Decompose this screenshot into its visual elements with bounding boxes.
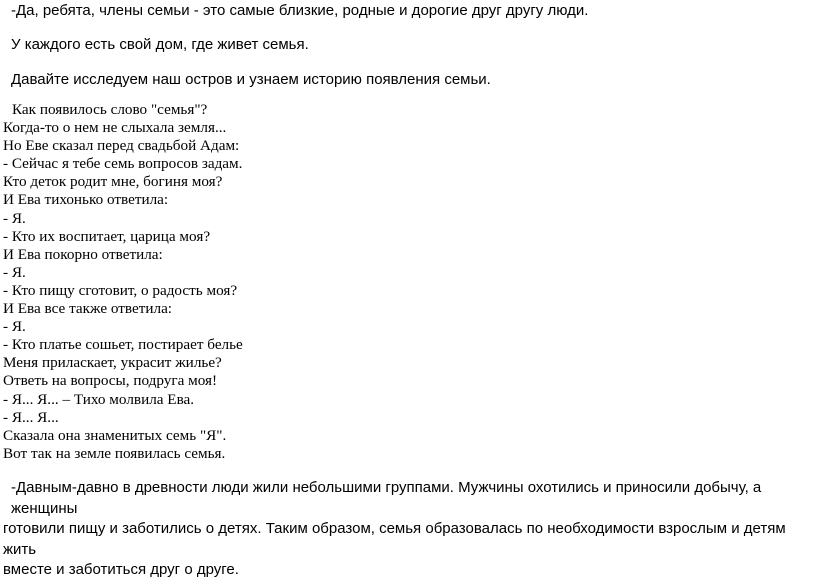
poem-line: - Кто пищу сготовит, о радость моя? xyxy=(3,281,238,299)
poem-line: Но Еве сказал перед свадьбой Адам: xyxy=(3,137,240,155)
closing-paragraph xyxy=(3,478,813,581)
poem-line: - Я... Я... xyxy=(3,408,59,426)
poem-line: Ответь на вопросы, подруга моя! xyxy=(3,372,218,390)
poem-line: Когда-то о нем не слыхала земля... xyxy=(3,119,227,137)
poem-line: Кто деток родит мне, богиня моя? xyxy=(3,173,223,191)
intro-paragraph-home: У каждого есть свой дом, где живет семья. xyxy=(11,36,309,53)
poem-line: Меня приласкает, украсит жилье? xyxy=(3,354,222,372)
closing-line: вместе и заботиться друг о друге. xyxy=(3,561,239,578)
poem-line: Как появилось слово "семья"? xyxy=(12,101,208,118)
poem-line: - Я. xyxy=(3,318,26,336)
poem-line: И Ева все также ответила: xyxy=(3,300,173,318)
poem-line: Вот так на земле появилась семья. xyxy=(3,444,226,462)
poem-line: - Я... Я... – Тихо молвила Ева. xyxy=(3,390,195,408)
poem-block xyxy=(3,101,243,463)
closing-line: готовили пищу и заботились о детях. Таким образом, семья образовалась по необходимости взрослым и детям жить xyxy=(3,520,786,558)
intro-paragraph-family-definition: -Да, ребята, члены семьи - это самые близкие, родные и дорогие друг другу люди. xyxy=(11,2,589,19)
poem-line: - Сейчас я тебе семь вопросов задам. xyxy=(3,155,243,173)
poem-line: И Ева покорно ответила: xyxy=(3,245,163,263)
poem-line: - Кто платье сошьет, постирает белье xyxy=(3,336,243,354)
poem-line: - Кто их воспитает, царица моя? xyxy=(3,227,211,245)
intro-paragraph-explore-island: Давайте исследуем наш остров и узнаем историю появления семьи. xyxy=(11,71,491,88)
poem-line: - Я. xyxy=(3,209,26,227)
closing-line: -Давным-давно в древности люди жили небольшими группами. Мужчины охотились и приносили добычу, а женщины xyxy=(11,479,762,517)
poem-line: И Ева тихонько ответила: xyxy=(3,191,169,209)
poem-line: - Я. xyxy=(3,263,26,281)
poem-line: Сказала она знаменитых семь "Я". xyxy=(3,426,227,444)
